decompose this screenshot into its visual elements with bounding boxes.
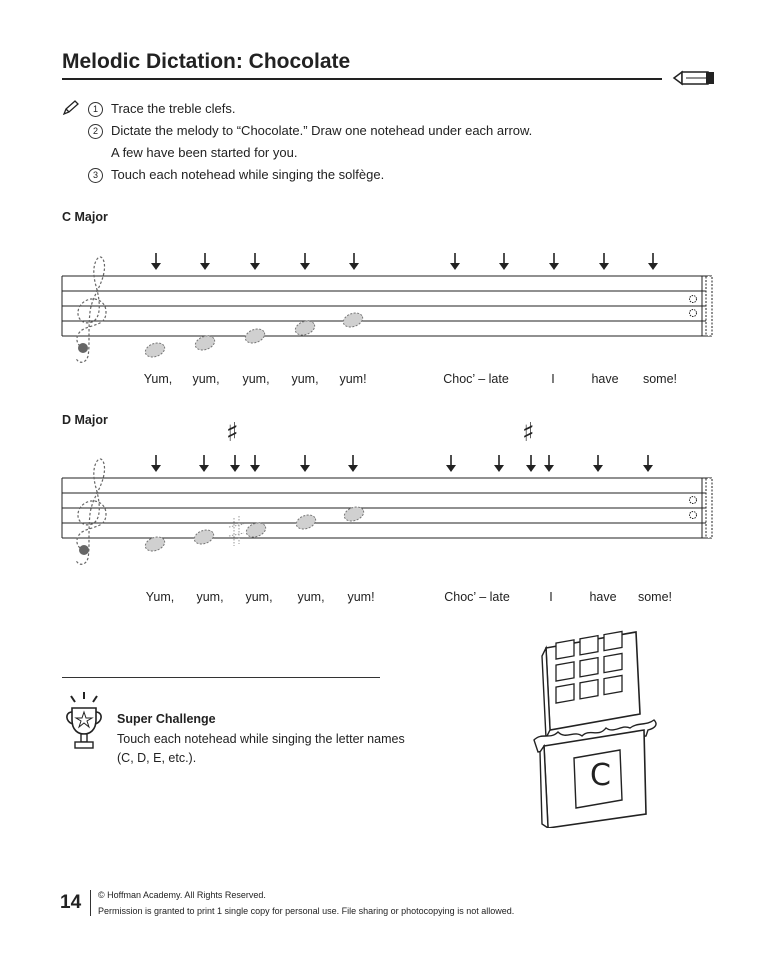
notehead	[294, 512, 317, 531]
key-label-c-major: C Major	[62, 210, 108, 224]
lyric-word: some!	[637, 590, 673, 604]
arrows	[151, 455, 653, 472]
traced-sharp	[229, 516, 244, 546]
page-number: 14	[60, 892, 82, 913]
noteheads	[143, 504, 365, 553]
lyric-word: I	[551, 372, 555, 386]
sharp-sign-2: ♯	[522, 418, 535, 448]
challenge-text: Touch each notehead while singing the letter names (C, D, E, etc.).	[117, 732, 405, 765]
lyric-word: I	[549, 590, 553, 604]
notehead	[192, 527, 215, 546]
staff-lines	[62, 478, 712, 538]
lyric-word: Choc’ – late	[444, 590, 510, 604]
instruction-text: A few have been started for you.	[111, 145, 298, 160]
notehead	[143, 534, 166, 553]
footer-permission: Permission is granted to print 1 single copy for personal use. File sharing or photocopying is not allowed.	[98, 906, 515, 916]
trophy-icon	[62, 690, 106, 760]
sharp-sign-1: ♯	[226, 418, 239, 448]
notehead	[342, 504, 365, 523]
page-title: Melodic Dictation: Chocolate	[62, 50, 351, 73]
footer-copyright: © Hoffman Academy. All Rights Reserved.	[98, 890, 266, 900]
instruction-text: Trace the treble clefs.	[111, 101, 236, 116]
section-divider	[62, 677, 380, 678]
wrapper-letter: C	[590, 758, 611, 793]
clef-dot	[79, 545, 89, 555]
lyric-word: have	[591, 372, 619, 386]
lyric-word: yum,	[196, 590, 224, 604]
lyric-word: have	[589, 590, 617, 604]
step-number: 1	[88, 102, 103, 117]
lyric-word: yum,	[297, 590, 325, 604]
challenge-title: Super Challenge	[117, 712, 216, 726]
lyric-word: some!	[642, 372, 678, 386]
lyric-word: yum!	[339, 372, 367, 386]
lyric-word: Yum,	[143, 372, 173, 386]
key-label-d-major: D Major	[62, 413, 108, 427]
lyric-word: yum,	[291, 372, 319, 386]
instruction-text: Touch each notehead while singing the solfège.	[111, 167, 385, 182]
lyric-word: Yum,	[145, 590, 175, 604]
lyric-word: yum,	[245, 590, 273, 604]
lyric-word: yum!	[347, 590, 375, 604]
footer-divider	[90, 890, 91, 916]
step-number: 2	[88, 124, 103, 139]
chocolate-bar-illustration	[528, 628, 668, 828]
step-number: 3	[88, 168, 103, 183]
lyric-word: Choc’ – late	[443, 372, 509, 386]
lyric-word: yum,	[192, 372, 220, 386]
lyric-word: yum,	[242, 372, 270, 386]
instruction-text: Dictate the melody to “Chocolate.” Draw one notehead under each arrow.	[111, 123, 533, 138]
